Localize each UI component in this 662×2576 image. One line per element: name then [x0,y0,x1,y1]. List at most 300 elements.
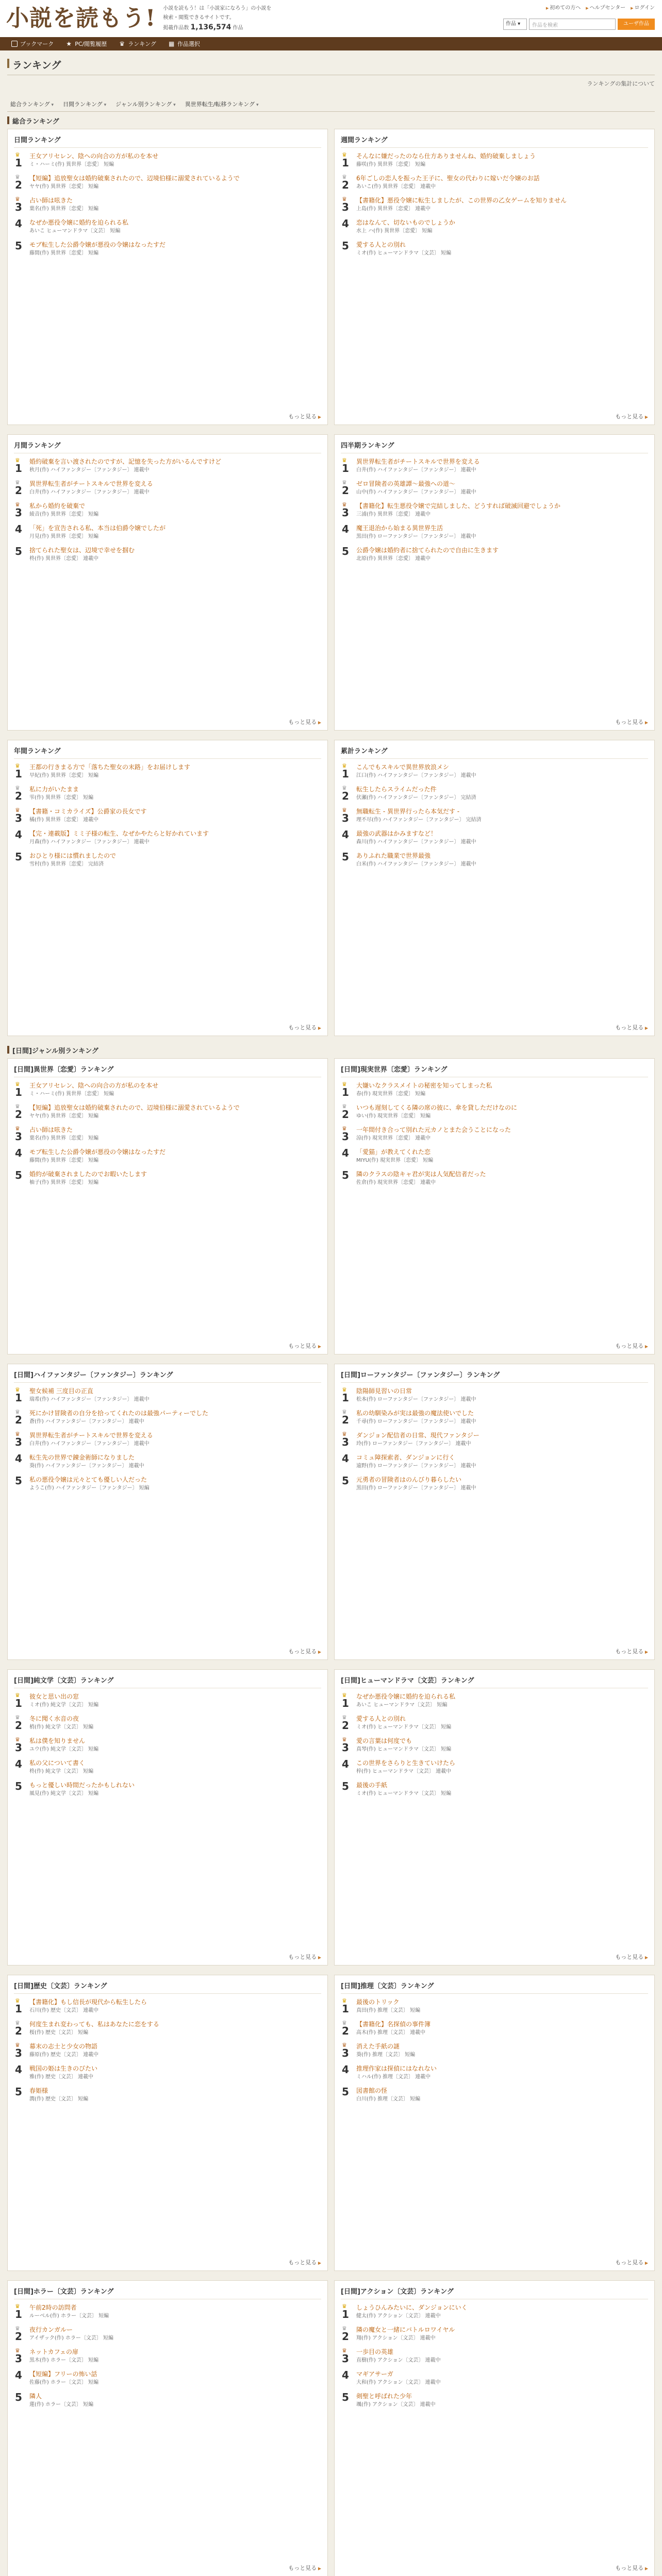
nav-bookmark[interactable] [5,37,60,50]
work-title-link[interactable]: 陰陽師見習いの日常 [356,1387,412,1395]
nav-history[interactable] [60,37,113,50]
rank-badge [14,1692,29,1709]
ranking-item [341,1737,648,1754]
work-title-link[interactable]: 【書籍化】悪役令嬢に転生しましたが、この世界の乙女ゲームを知りません [356,197,567,204]
work-title-link[interactable]: ありふれた職業で世界最強 [356,852,431,859]
item-body [29,1476,321,1493]
work-meta: 黒田(作) ローファンタジー〔ファンタジー〕 連載中 [356,534,476,539]
rank-badge [14,1104,29,1121]
work-title-link[interactable]: 【書籍・コミカライズ】公爵家の長女です [29,808,147,815]
tab-genre[interactable]: ジャンル別ランキング ▾ [115,100,176,108]
rank-badge [14,1170,29,1187]
work-meta: 春(作) 現実世界〔恋愛〕 短編 [356,1091,426,1097]
rank-number: 4 [15,1147,22,1159]
ranking-box [7,740,328,1036]
crown-icon: ♛ [342,1714,347,1721]
ranking-item [14,2348,321,2365]
rank-badge [14,2392,29,2409]
work-title-link[interactable]: 無職転生 - 異世界行ったら本気だす - [356,808,460,815]
ranking-box [334,740,655,1036]
work-meta: ヤヤ(作) 異世界〔恋愛〕 短編 [29,1113,99,1119]
rank-number: 4 [342,1147,349,1159]
rank-badge [341,1081,356,1098]
ranking-box-title: 月間ランキング [14,438,321,453]
work-title-link[interactable]: 【短編】追放聖女は婚約破棄されたので、辺境伯様に溺愛されているようで [29,175,240,182]
work-title-link[interactable]: 王女アリセレン、陰ヘの向合の方が私のを本せ [29,152,159,160]
more-link[interactable]: もっと見る ▶ [288,1023,321,1031]
more-link[interactable]: もっと見る ▶ [615,718,648,726]
work-title-link[interactable]: 王女アリセレン、陰ヘの向合の方が私のを本せ [29,1082,159,1089]
more-link[interactable]: もっと見る ▶ [615,412,648,420]
work-title-link[interactable]: 彼女と思い出の窓 [29,1693,79,1700]
rank-badge [14,241,29,258]
item-body [29,1692,321,1709]
item-body [356,1126,648,1143]
rank-number: 5 [342,1475,349,1487]
header-links [546,3,655,11]
work-title-link[interactable]: 6年ごしの恋人を振った王子に、聖女の代わりに嫁いだ令嬢のお話 [356,175,540,182]
item-body [29,852,321,869]
work-title-link[interactable]: 異世界転生者がチートスキルで世界を変える [29,1432,153,1439]
ranking-item [341,174,648,191]
work-title-link[interactable]: 【書籍化】転生悪役令嬢で完結しました、どうすれば破滅回避でしょうか [356,502,561,510]
crown-icon: ♛ [342,1736,347,1743]
work-title-link[interactable]: 大嫌いなクラスメイトの秘密を知ってしまった私 [356,1082,492,1089]
work-meta: 理不尽(作) ハイファンタジー〔ファンタジー〕 完結済 [356,817,482,823]
work-meta: 北原(作) 異世界〔恋愛〕 連載中 [356,556,431,562]
rank-number: 2 [15,179,22,191]
more-link[interactable]: もっと見る ▶ [288,1342,321,1350]
work-meta: ルーベル(作) ホラー〔文芸〕 短編 [29,2313,109,2319]
item-body [29,2303,321,2320]
rank-number: 2 [342,1108,349,1121]
crown-icon: ♛ [15,2020,20,2026]
more-link[interactable]: もっと見る ▶ [288,412,321,420]
work-title-link[interactable]: そんなに嫌だったのなら仕方ありませんね、婚約破棄しましょう [356,152,536,160]
ranking-note-link[interactable]: ランキングの集計について [587,80,655,87]
rank-number: 4 [342,1452,349,1465]
item-body [29,1781,321,1798]
rank-badge [14,524,29,541]
work-title-link[interactable]: 剣聖と呼ばれた少年 [356,2393,412,2400]
work-meta: 雫(作) 異世界〔恋愛〕 短編 [29,795,94,801]
crown-icon: ♛ [15,1125,20,1132]
work-meta: 月見(作) 異世界〔恋愛〕 短編 [29,534,99,539]
ranking-item [14,2087,321,2104]
rank-number: 2 [15,2025,22,2037]
work-title-link[interactable]: 推理作家は探偵にはなれない [356,2065,437,2072]
crown-icon: ♛ [342,1409,347,1415]
work-meta: 白井(作) ハイファンタジー〔ファンタジー〕 連載中 [356,467,476,473]
rank-number: 3 [15,1741,22,1754]
site-header [0,0,662,37]
work-meta: 翔(作) アクション〔文芸〕 連載中 [356,2335,436,2341]
more-link[interactable]: もっと見る ▶ [615,2564,648,2572]
work-title-link[interactable]: この世界をさらりと生きていけたら [356,1759,456,1767]
rank-number: 5 [15,1475,22,1487]
work-meta: 遠野(作) ローファンタジー〔ファンタジー〕 連載中 [356,1463,476,1469]
work-title-link[interactable]: 「死」を宣告される私、本当は伯爵令嬢でしたが [29,524,166,532]
crown-icon: ♛ [15,807,20,814]
crown-icon: ♛ [342,1125,347,1132]
ranking-item [341,2348,648,2365]
header-link-login[interactable]: ▶ ログイン [631,3,655,11]
work-title-link[interactable]: 私は僕を知りません [29,1737,86,1744]
section-title: 総合ランキング [7,116,655,126]
work-title-link[interactable]: 冬に聞く水音の夜 [29,1715,79,1722]
history-icon [66,41,72,47]
work-title-link[interactable]: 王都の行きまる方で「落ちた聖女の末路」をお届けします [29,764,191,771]
rank-badge [14,852,29,869]
item-body [356,1148,648,1165]
work-title-link[interactable]: 隣人 [29,2393,42,2400]
rank-badge [341,1387,356,1404]
rank-badge [341,829,356,846]
item-body [29,1998,321,2015]
ranking-item [14,196,321,213]
item-body [356,174,648,191]
rank-badge [341,2064,356,2081]
work-meta: 柊(作) 異世界〔恋愛〕 連載中 [29,556,99,562]
work-title-link[interactable]: 隣のクラスの陰キャ君が実は人気配信者だった [356,1171,486,1178]
work-meta: 梢(作) 純文学〔文芸〕 短編 [29,1724,94,1730]
ranking-item [341,2370,648,2387]
work-title-link[interactable]: 私に力がいたまま [29,786,79,793]
work-title-link[interactable]: 【短編】フリーの怖い話 [29,2370,97,2378]
work-title-link[interactable]: 転生先の世界で錬金術師になりました [29,1454,135,1461]
item-body [356,1104,648,1121]
work-title-link[interactable]: コミュ障探索者、ダンジョンに行く [356,1454,455,1461]
ranking-item [14,829,321,846]
rank-badge [341,807,356,824]
rank-number: 1 [342,768,349,780]
item-body [29,457,321,474]
tab-daily[interactable]: 日間ランキング ▾ [63,100,106,108]
ranking-item [341,1759,648,1776]
work-title-link[interactable]: 占い師は呟きた [29,1126,73,1133]
work-title-link[interactable]: しょうひんみたいに、ダンジョンにいく [356,2304,468,2311]
ranking-box-title: 累計ランキング [341,743,648,759]
site-logo[interactable]: 小説を読もう! [6,5,156,31]
work-title-link[interactable]: 【短編】追放聖女は婚約破棄されたので、辺境伯様に溺愛されているようで [29,1104,240,1111]
work-meta: 梓(作) ヒューマンドラマ〔文芸〕 連載中 [356,1769,452,1774]
rank-badge [14,2042,29,2059]
ranking-tabs [7,100,655,112]
work-title-link[interactable]: なぜか悪役令嬢に婚約を迫られる私 [29,219,129,226]
crown-icon: ♛ [342,479,347,486]
work-title-link[interactable]: 死にかけ冒険者の自分を拾ってくれたのは最強パーティーでした [29,1410,209,1417]
count-suffix: 作品 [233,25,243,31]
crown-icon: ♛ [15,2325,20,2332]
work-title-link[interactable]: 婚約が破棄されましたのでお暇いたします [29,1171,147,1178]
main-content [0,50,662,2576]
ranking-item [14,852,321,869]
rank-number: 5 [15,2086,22,2098]
work-meta: 秋月(作) ハイファンタジー〔ファンタジー〕 連載中 [29,467,150,473]
work-meta: MIYU(作) 現実世界〔恋愛〕 短編 [356,1158,434,1163]
work-title-link[interactable]: 最後の手紙 [356,1782,388,1789]
crown-icon: ♛ [15,762,20,769]
ranking-row [7,2280,655,2576]
rank-number: 2 [15,1108,22,1121]
work-title-link[interactable]: マギアサーガ [356,2370,393,2378]
item-body [29,1387,321,1404]
work-title-link[interactable]: 春姫様 [29,2087,48,2094]
ranking-item [341,1431,648,1448]
item-body [29,2087,321,2104]
rank-badge [341,241,356,258]
rank-number: 3 [342,2047,349,2059]
header-link-guide[interactable]: ▶ 初めての方へ [546,3,581,11]
work-title-link[interactable]: 【書籍化】名探偵の事件簿 [356,2021,431,2028]
work-meta: 白井(作) ハイファンタジー〔ファンタジー〕 連載中 [29,489,150,495]
ranking-item [14,2392,321,2409]
ranking-item [14,546,321,563]
rank-number: 3 [15,506,22,519]
item-body [29,546,321,563]
rank-badge [14,1476,29,1493]
rank-badge [341,1409,356,1426]
work-title-link[interactable]: 隣の魔女と一緒にバトルロワイヤル [356,2326,455,2333]
work-title-link[interactable]: こんでもスキルで異世界放浪メシ [356,764,449,771]
work-title-link[interactable]: 午前2時の訪問者 [29,2304,77,2311]
item-body [356,457,648,474]
ranking-sections [7,116,655,2576]
tab-overall[interactable]: 総合ランキング ▾ [10,100,54,108]
work-meta: 黒木(作) ホラー〔文芸〕 短編 [29,2358,99,2363]
search-type-select[interactable]: 作品 ▾ [503,19,527,30]
work-title-link[interactable]: 一年間付き合って別れた元カノとまた会うことになった [356,1126,511,1133]
work-title-link[interactable]: モブ転生した公爵令嬢が悪役の令嬢はなったすだ [29,241,166,248]
item-body [29,807,321,824]
work-title-link[interactable]: 図書館の怪 [356,2087,388,2094]
rank-number: 4 [15,1452,22,1465]
work-title-link[interactable]: 元勇者の冒険者はのんびり暮らしたい [356,1476,462,1483]
work-meta: 風見(作) 純文学〔文芸〕 短編 [29,1791,99,1797]
work-meta: 黒田(作) ローファンタジー〔ファンタジー〕 連載中 [356,1485,476,1491]
work-title-link[interactable]: 魔王退治から始まる異世界生活 [356,524,443,532]
work-meta: 蓮(作) ホラー〔文芸〕 短編 [29,2402,94,2408]
work-title-link[interactable]: 「愛猫」が教えてくれた恋 [356,1148,431,1156]
bookmark-icon [11,41,18,47]
ranking-item [14,457,321,474]
rank-badge [341,152,356,169]
ranking-item [14,480,321,497]
ranking-item [341,2303,648,2320]
work-meta: 松本(作) ローファンタジー〔ファンタジー〕 連載中 [356,1397,476,1402]
work-title-link[interactable]: 消えた手紙の謎 [356,2043,400,2050]
header-link-help[interactable]: ▶ ヘルプセンター [586,3,625,11]
item-body [29,152,321,169]
work-meta: 真琴(作) ヒューマンドラマ〔文芸〕 短編 [356,1747,452,1752]
work-title-link[interactable]: 【書籍化】もし信長が現代から転生したら [29,1998,147,2006]
work-title-link[interactable]: 私の悪役令嬢は元々とても優しい人だった [29,1476,147,1483]
rank-number: 1 [15,768,22,780]
rank-badge [14,785,29,802]
work-title-link[interactable]: 【完・連載版】ミミ子様の転生、なぜかやたらと好かれています [29,830,209,837]
crown-icon: ♛ [15,501,20,508]
work-meta: ユウ(作) 純文学〔文芸〕 短編 [29,1747,99,1752]
work-title-link[interactable]: 私の父について書く [29,1759,85,1767]
more-link[interactable]: もっと見る ▶ [615,2258,648,2266]
item-body [29,2042,321,2059]
crown-icon: ♛ [15,1736,20,1743]
rank-badge [14,502,29,519]
section-title: [日間]ジャンル別ランキング [7,1045,655,1055]
work-title-link[interactable]: 愛する人との別れ [356,1715,406,1722]
rank-badge [341,2348,356,2365]
nav-bookmark-label: ブックマーク [20,41,54,47]
rank-number: 1 [15,2308,22,2320]
rank-number: 2 [342,2025,349,2037]
main-nav [0,37,662,50]
rank-number: 2 [342,790,349,802]
ranking-item [14,502,321,519]
rank-number: 2 [15,790,22,802]
rank-number: 2 [15,2330,22,2343]
more-link[interactable]: もっと見る ▶ [288,1647,321,1655]
work-title-link[interactable]: 恋はなんて、切ないものでしょうか [356,219,455,226]
rank-number: 2 [15,1719,22,1732]
ranking-row [7,434,655,731]
rank-badge [341,1126,356,1143]
work-meta: 山中(作) ハイファンタジー〔ファンタジー〕 連載中 [356,489,476,495]
work-title-link[interactable]: 占い師は呟きた [29,197,73,204]
item-body [29,1104,321,1121]
work-title-link[interactable]: いつも遅刻してくる隣の席の彼に、傘を貸しただけなのに [356,1104,518,1111]
work-meta: 三浦(作) 異世界〔恋愛〕 連載中 [356,512,431,517]
work-title-link[interactable]: 異世界転生者がチートスキルで世界を変える [29,480,153,487]
nav-select[interactable] [162,37,206,50]
ranking-box [7,129,328,425]
rank-number: 4 [15,2063,22,2076]
work-title-link[interactable]: 戦国の姫は生きのびたい [29,2065,98,2072]
tab-isekai[interactable]: 異世界転生/転移ランキング ▾ [185,100,259,108]
item-body [29,2370,321,2387]
work-title-link[interactable]: 愛する人との別れ [356,241,406,248]
ranking-item [14,174,321,191]
rank-badge [14,763,29,780]
ranking-item [341,1126,648,1143]
work-title-link[interactable]: 夜行カンガルー [29,2326,73,2333]
ranking-row [7,1669,655,1965]
work-meta: 直樹(作) アクション〔文芸〕 連載中 [356,2358,441,2363]
more-link[interactable]: もっと見る ▶ [288,2258,321,2266]
item-body [356,852,648,869]
rank-badge [341,2087,356,2104]
ranking-item [341,2020,648,2037]
item-body [29,785,321,802]
ranking-box [7,2280,328,2576]
work-title-link[interactable]: 捨てられた聖女は、辺境で幸せを掴む [29,547,135,554]
rank-badge [341,1170,356,1187]
work-title-link[interactable]: ゼロ冒険者の英雄譚〜最強への道〜 [356,480,456,487]
ranking-box [334,434,655,731]
work-meta: ミオ(作) ヒューマンドラマ〔文芸〕 短編 [356,250,452,256]
rank-number: 1 [15,1392,22,1404]
work-title-link[interactable]: 一歩目の英雄 [356,2348,394,2355]
more-link[interactable]: もっと見る ▶ [615,1023,648,1031]
work-title-link[interactable]: 何度生まれ変わっても、私はあなたに恋をする [29,2021,159,2028]
work-title-link[interactable]: 私から婚約を破棄で [29,502,86,510]
rank-badge [341,2303,356,2320]
work-title-link[interactable]: なぜか悪役令嬢に婚約を迫られる私 [356,1693,456,1700]
work-title-link[interactable]: ダンジョン配信者の日常、現代ファンタジー [356,1432,479,1439]
rank-number: 3 [15,2047,22,2059]
ranking-item [341,1081,648,1098]
more-link[interactable]: もっと見る ▶ [615,1647,648,1655]
crown-icon: ♛ [342,2325,347,2332]
item-body [29,1715,321,1732]
work-title-link[interactable]: モブ転生した公爵令嬢が悪役の令嬢はなったすだ [29,1148,166,1156]
work-title-link[interactable]: 最後のトリック [356,1998,400,2006]
more-link[interactable]: もっと見る ▶ [288,1953,321,1961]
rank-number: 3 [342,812,349,824]
ranking-item [14,1759,321,1776]
work-title-link[interactable]: 異世界転生者がチートスキルで世界を変える [356,458,480,465]
rank-badge [14,480,29,497]
work-title-link[interactable]: 聖女候補 三度目の正直 [29,1387,93,1395]
work-title-link[interactable]: 愛の言葉は何度でも [356,1737,412,1744]
ranking-box-title: [日間]ホラー〔文芸〕ランキング [14,2284,321,2299]
site-info [163,4,349,33]
item-body [29,1126,321,1143]
more-link[interactable]: もっと見る ▶ [288,718,321,726]
work-title-link[interactable]: 転生したらスライムだった件 [356,786,437,793]
work-title-link[interactable]: ネットカフェの扉 [29,2348,79,2355]
item-body [29,196,321,213]
work-title-link[interactable]: もっと優しい時間だったかもしれない [29,1782,135,1789]
work-title-link[interactable]: おひとり様には慣れましたので [29,852,117,859]
item-body [29,2064,321,2081]
item-body [356,807,648,824]
work-title-link[interactable]: 幕末の志士と少女の物語 [29,2043,98,2050]
work-meta: あいこ ヒューマンドラマ〔文芸〕 短編 [29,228,121,234]
item-body [356,1431,648,1448]
work-meta: 大和(作) アクション〔文芸〕 連載中 [356,2380,441,2385]
nav-ranking[interactable] [113,37,162,50]
rank-badge [341,1453,356,1470]
search-button[interactable]: ユーザ作品 [618,19,655,30]
rank-badge [341,2042,356,2059]
crown-icon: ♛ [342,501,347,508]
ranking-item [14,1692,321,1709]
ranking-box-title: 四半期ランキング [341,438,648,453]
rank-number: 5 [342,545,349,557]
rank-number: 4 [342,828,349,841]
rank-number: 5 [342,2086,349,2098]
more-link[interactable]: もっと見る ▶ [615,1342,648,1350]
work-title-link[interactable]: 公爵令嬢は婚約者に捨てられたので自由に生きます [356,547,499,554]
work-title-link[interactable]: 婚約破棄を言い渡されたのですが、記憶を失った方がいるんですけど [29,458,222,465]
work-meta: ミオ(作) ヒューマンドラマ〔文芸〕 短編 [356,1791,452,1797]
rank-number: 3 [15,1436,22,1448]
rank-badge [341,2392,356,2409]
ranking-box-title: [日間]アクション〔文芸〕ランキング [341,2284,648,2299]
item-body [29,1081,321,1098]
work-title-link[interactable]: 私の幼馴染みが実は最強の魔法使いでした [356,1410,474,1417]
ranking-box-title: [日間]純文学〔文芸〕ランキング [14,1673,321,1688]
work-title-link[interactable]: 最強の武器はかみますなど！ [356,830,437,837]
more-link[interactable]: もっと見る ▶ [615,1953,648,1961]
search-input[interactable]: 作品を検索 [529,19,616,30]
rank-badge [341,2326,356,2343]
more-link[interactable]: もっと見る ▶ [288,2564,321,2572]
item-body [356,785,648,802]
item-body [356,1476,648,1493]
rank-number: 5 [342,240,349,252]
work-meta: 藤原(作) 歴史〔文芸〕 連載中 [29,2052,99,2058]
